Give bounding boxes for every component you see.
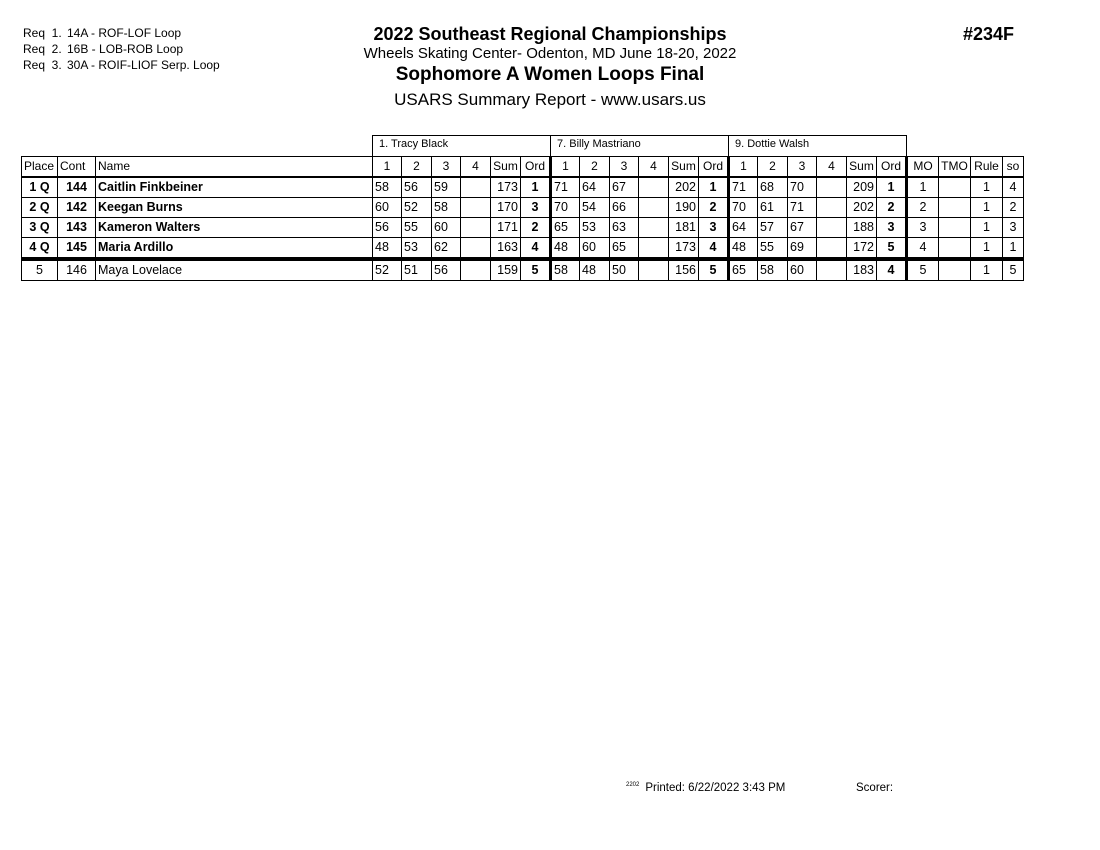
judge-1-score-2-header: 2 <box>402 157 432 178</box>
judges-row <box>22 136 1024 157</box>
judge-3-score-1-cell: 48 <box>729 238 758 260</box>
judge-1-score-1-header: 1 <box>373 157 402 178</box>
requirement-1 <box>23 25 181 41</box>
judge-2-score-3-cell: 66 <box>610 198 639 218</box>
judge-2-sum-header: Sum <box>669 157 699 178</box>
contestant-number-cell: 144 <box>58 177 96 198</box>
mo-header: MO <box>907 157 939 178</box>
contestant-name-cell: Kameron Walters <box>96 218 373 238</box>
judge-1-ordinal-cell: 1 <box>521 177 551 198</box>
judge-2-name: 7. Billy Mastriano <box>551 136 729 157</box>
printed-timestamp <box>626 782 785 794</box>
judge-2-sum-cell: 202 <box>669 177 699 198</box>
mo-cell: 1 <box>907 177 939 198</box>
venue-dates: Wheels Skating Center- Odenton, MD June 18-20, 2022 <box>363 45 737 62</box>
place-cell: 1 Q <box>22 177 58 198</box>
judge-2-score-3-cell: 67 <box>610 177 639 198</box>
place-cell: 3 Q <box>22 218 58 238</box>
judges-spacer <box>907 136 1024 157</box>
judge-3-score-3-cell: 70 <box>788 177 817 198</box>
judge-2-score-1-cell: 48 <box>551 238 580 260</box>
contestant-number-header: Cont <box>58 157 96 178</box>
judge-1-score-4-cell <box>461 259 491 281</box>
requirement-label: Req 1. <box>23 26 62 40</box>
judge-3-score-4-cell <box>817 218 847 238</box>
requirement-label: Req 3. <box>23 58 62 72</box>
judge-2-score-1-cell: 71 <box>551 177 580 198</box>
judge-2-ordinal-cell: 3 <box>699 218 729 238</box>
rule-cell: 1 <box>971 198 1003 218</box>
judge-2-ordinal-cell: 4 <box>699 238 729 260</box>
judge-3-ordinal-header: Ord <box>877 157 907 178</box>
report-mark: 2202 <box>626 782 640 788</box>
judge-3-ordinal-cell: 3 <box>877 218 907 238</box>
judge-3-ordinal-cell: 5 <box>877 238 907 260</box>
judge-1-score-2-cell: 52 <box>402 198 432 218</box>
judge-1-score-1-cell: 48 <box>373 238 402 260</box>
results-table <box>21 135 1024 281</box>
contestant-number-cell: 143 <box>58 218 96 238</box>
contestant-name-cell: Maya Lovelace <box>96 259 373 281</box>
judge-2-ordinal-cell: 2 <box>699 198 729 218</box>
judge-2-ordinal-cell: 1 <box>699 177 729 198</box>
judge-1-sum-cell: 170 <box>491 198 521 218</box>
tmo-cell <box>939 238 971 260</box>
judge-1-score-3-cell: 56 <box>432 259 461 281</box>
judge-3-score-3-cell: 69 <box>788 238 817 260</box>
judge-2-score-2-cell: 48 <box>580 259 610 281</box>
judge-1-ordinal-cell: 4 <box>521 238 551 260</box>
judges-spacer <box>22 136 373 157</box>
requirement-text: 14A - ROF-LOF Loop <box>67 26 182 40</box>
judge-3-score-2-cell: 57 <box>758 218 788 238</box>
judge-3-score-2-cell: 58 <box>758 259 788 281</box>
judge-3-name: 9. Dottie Walsh <box>729 136 907 157</box>
scorer-label: Scorer: <box>856 782 894 794</box>
place-cell: 2 Q <box>22 198 58 218</box>
so-cell: 4 <box>1003 177 1024 198</box>
judge-2-score-4-cell <box>639 259 669 281</box>
judge-2-score-2-cell: 60 <box>580 238 610 260</box>
judge-2-score-4-cell <box>639 177 669 198</box>
judge-2-score-4-cell <box>639 238 669 260</box>
judge-2-score-1-cell: 70 <box>551 198 580 218</box>
tmo-cell <box>939 218 971 238</box>
judge-3-ordinal-cell: 1 <box>877 177 907 198</box>
tmo-cell <box>939 259 971 281</box>
contestant-number-cell: 142 <box>58 198 96 218</box>
judge-3-score-4-cell <box>817 259 847 281</box>
place-cell: 5 <box>22 259 58 281</box>
judge-2-sum-cell: 156 <box>669 259 699 281</box>
judge-1-sum-cell: 163 <box>491 238 521 260</box>
judge-1-score-3-cell: 60 <box>432 218 461 238</box>
place-cell: 4 Q <box>22 238 58 260</box>
judge-2-sum-cell: 181 <box>669 218 699 238</box>
rule-cell: 1 <box>971 238 1003 260</box>
judge-3-score-1-cell: 70 <box>729 198 758 218</box>
judge-1-score-3-cell: 59 <box>432 177 461 198</box>
judge-2-score-2-cell: 53 <box>580 218 610 238</box>
judge-1-sum-header: Sum <box>491 157 521 178</box>
judge-1-score-3-header: 3 <box>432 157 461 178</box>
judge-1-score-3-cell: 62 <box>432 238 461 260</box>
judge-1-score-4-cell <box>461 198 491 218</box>
contestant-number-cell: 146 <box>58 259 96 281</box>
judge-3-score-3-cell: 60 <box>788 259 817 281</box>
judge-1-score-4-cell <box>461 218 491 238</box>
contestant-number-cell: 145 <box>58 238 96 260</box>
so-header: so <box>1003 157 1024 178</box>
judge-3-sum-cell: 188 <box>847 218 877 238</box>
judge-3-sum-cell: 183 <box>847 259 877 281</box>
rule-cell: 1 <box>971 177 1003 198</box>
table-row <box>22 177 1024 198</box>
judge-1-score-2-cell: 53 <box>402 238 432 260</box>
judge-2-score-3-cell: 63 <box>610 218 639 238</box>
judge-2-score-1-header: 1 <box>551 157 580 178</box>
judge-1-score-1-cell: 52 <box>373 259 402 281</box>
name-header: Name <box>96 157 373 178</box>
judge-3-score-3-header: 3 <box>788 157 817 178</box>
judge-2-score-4-cell <box>639 198 669 218</box>
judge-1-score-1-cell: 58 <box>373 177 402 198</box>
mo-cell: 2 <box>907 198 939 218</box>
judge-2-ordinal-cell: 5 <box>699 259 729 281</box>
judge-1-sum-cell: 159 <box>491 259 521 281</box>
requirement-3 <box>23 57 220 73</box>
contestant-name-cell: Caitlin Finkbeiner <box>96 177 373 198</box>
contestant-name-cell: Keegan Burns <box>96 198 373 218</box>
judge-3-score-4-header: 4 <box>817 157 847 178</box>
judge-3-ordinal-cell: 4 <box>877 259 907 281</box>
requirement-text: 16B - LOB-ROB Loop <box>67 42 184 56</box>
judge-2-sum-cell: 190 <box>669 198 699 218</box>
judge-3-score-4-cell <box>817 238 847 260</box>
so-cell: 2 <box>1003 198 1024 218</box>
judge-1-ordinal-cell: 5 <box>521 259 551 281</box>
rule-cell: 1 <box>971 259 1003 281</box>
judge-2-score-3-cell: 65 <box>610 238 639 260</box>
judge-3-sum-header: Sum <box>847 157 877 178</box>
judge-2-score-4-header: 4 <box>639 157 669 178</box>
judge-2-score-1-cell: 58 <box>551 259 580 281</box>
judge-1-score-4-cell <box>461 177 491 198</box>
column-header-row <box>22 157 1024 178</box>
judge-2-score-4-cell <box>639 218 669 238</box>
tmo-cell <box>939 198 971 218</box>
judge-3-score-2-cell: 68 <box>758 177 788 198</box>
judge-1-score-4-header: 4 <box>461 157 491 178</box>
judge-1-score-1-cell: 56 <box>373 218 402 238</box>
report-title: USARS Summary Report - www.usars.us <box>394 90 706 109</box>
judge-2-score-1-cell: 65 <box>551 218 580 238</box>
printed-text: Printed: 6/22/2022 3:43 PM <box>645 782 786 794</box>
judge-3-sum-cell: 172 <box>847 238 877 260</box>
judge-1-score-2-cell: 56 <box>402 177 432 198</box>
requirement-text: 30A - ROIF-LIOF Serp. Loop <box>67 58 220 72</box>
judge-2-ordinal-header: Ord <box>699 157 729 178</box>
judge-2-score-3-cell: 50 <box>610 259 639 281</box>
judge-1-score-2-cell: 55 <box>402 218 432 238</box>
championship-title: 2022 Southeast Regional Championships <box>373 24 727 44</box>
judge-3-ordinal-cell: 2 <box>877 198 907 218</box>
judge-3-sum-cell: 209 <box>847 177 877 198</box>
judge-1-sum-cell: 171 <box>491 218 521 238</box>
judge-2-score-2-header: 2 <box>580 157 610 178</box>
requirement-2 <box>23 41 183 57</box>
tmo-header: TMO <box>939 157 971 178</box>
table-row <box>22 218 1024 238</box>
judge-1-score-4-cell <box>461 238 491 260</box>
judge-1-ordinal-cell: 2 <box>521 218 551 238</box>
judge-3-score-1-cell: 71 <box>729 177 758 198</box>
judge-1-score-2-cell: 51 <box>402 259 432 281</box>
judge-3-score-1-cell: 64 <box>729 218 758 238</box>
table-row <box>22 198 1024 218</box>
judge-2-score-2-cell: 64 <box>580 177 610 198</box>
contestant-name-cell: Maria Ardillo <box>96 238 373 260</box>
table-row <box>22 259 1024 281</box>
so-cell: 3 <box>1003 218 1024 238</box>
judge-1-ordinal-cell: 3 <box>521 198 551 218</box>
judge-3-score-3-cell: 71 <box>788 198 817 218</box>
rule-cell: 1 <box>971 218 1003 238</box>
judge-2-sum-cell: 173 <box>669 238 699 260</box>
judge-3-score-4-cell <box>817 198 847 218</box>
event-number: #234F <box>963 24 1015 44</box>
judge-1-score-1-cell: 60 <box>373 198 402 218</box>
so-cell: 5 <box>1003 259 1024 281</box>
rule-header: Rule <box>971 157 1003 178</box>
judge-3-score-3-cell: 67 <box>788 218 817 238</box>
tmo-cell <box>939 177 971 198</box>
judge-3-score-2-cell: 55 <box>758 238 788 260</box>
judge-3-score-1-header: 1 <box>729 157 758 178</box>
judge-3-score-2-header: 2 <box>758 157 788 178</box>
judge-1-sum-cell: 173 <box>491 177 521 198</box>
judge-3-score-1-cell: 65 <box>729 259 758 281</box>
judge-3-score-2-cell: 61 <box>758 198 788 218</box>
event-title: Sophomore A Women Loops Final <box>395 64 705 85</box>
mo-cell: 3 <box>907 218 939 238</box>
requirement-label: Req 2. <box>23 42 62 56</box>
judge-3-sum-cell: 202 <box>847 198 877 218</box>
mo-cell: 4 <box>907 238 939 260</box>
mo-cell: 5 <box>907 259 939 281</box>
judge-1-name: 1. Tracy Black <box>373 136 551 157</box>
so-cell: 1 <box>1003 238 1024 260</box>
judge-1-score-3-cell: 58 <box>432 198 461 218</box>
judge-3-score-4-cell <box>817 177 847 198</box>
judge-2-score-2-cell: 54 <box>580 198 610 218</box>
table-row <box>22 238 1024 260</box>
judge-1-ordinal-header: Ord <box>521 157 551 178</box>
place-header: Place <box>22 157 58 178</box>
judge-2-score-3-header: 3 <box>610 157 639 178</box>
